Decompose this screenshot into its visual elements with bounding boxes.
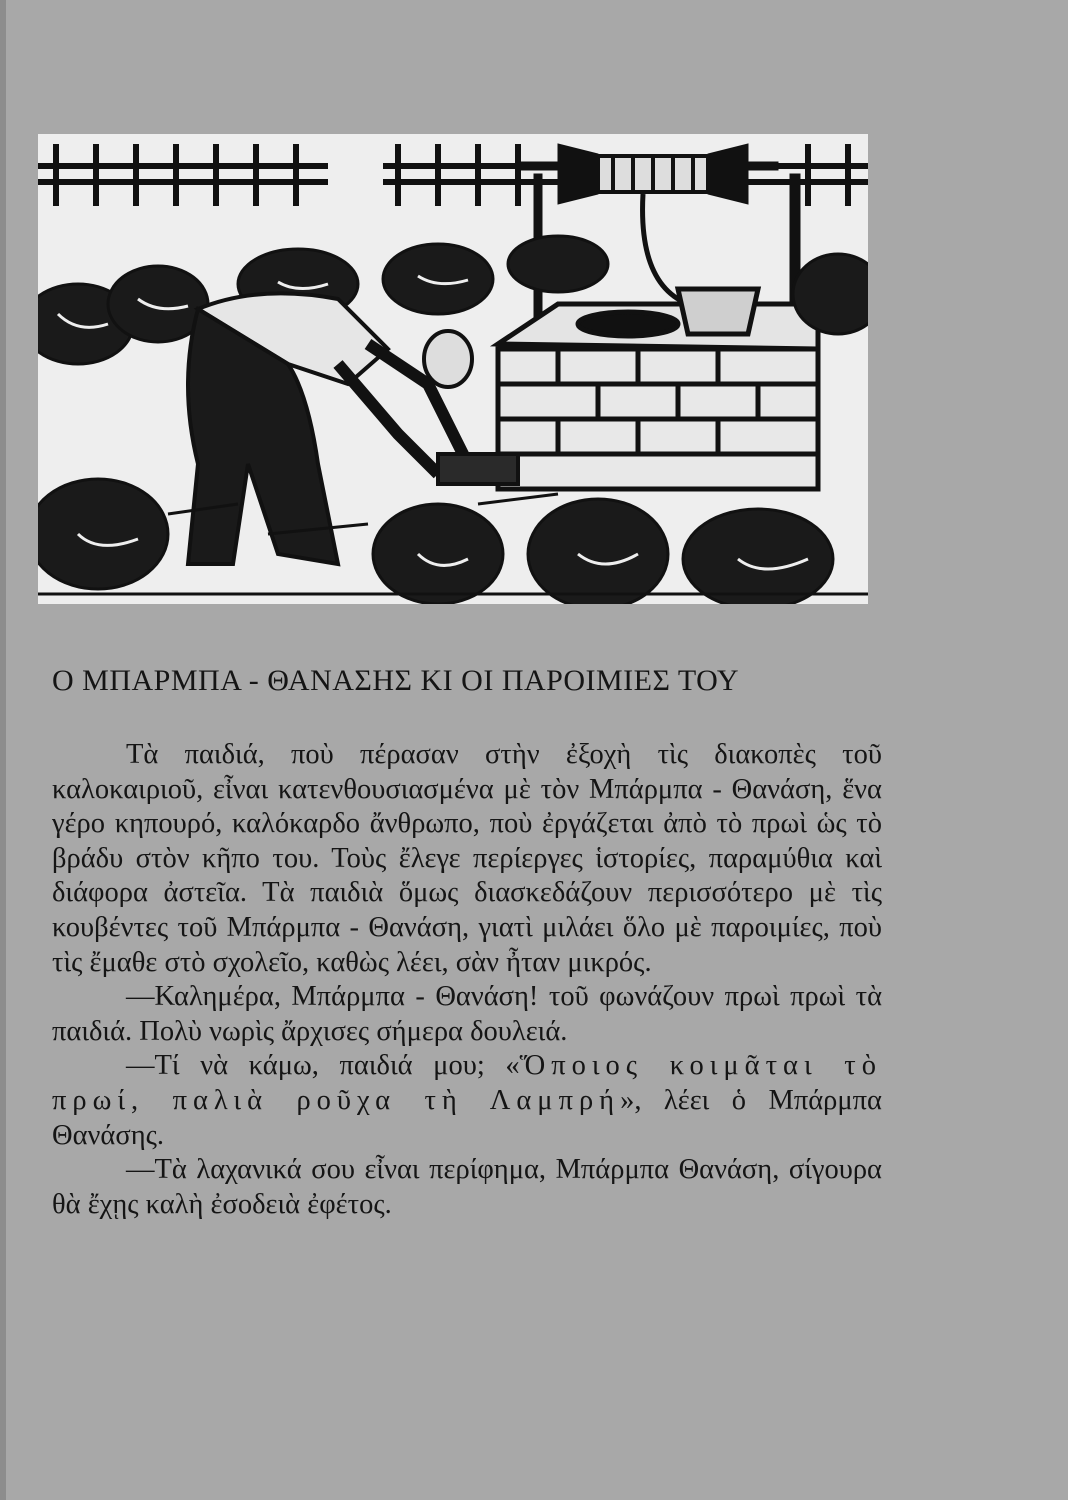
dialogue-lead: —Τί νὰ κάμω, παιδιά μου; « (126, 1050, 520, 1082)
woodcut-gardener-at-well-icon (38, 134, 868, 604)
well (498, 289, 818, 489)
story-text (52, 738, 882, 1222)
paragraph: Τὰ παιδιά, ποὺ πέρασαν στὴν ἐξοχὴ τὶς διακοπὲς τοῦ καλοκαιριοῦ, εἶναι κατενθουσιασμένα μὲ τὸν Μπάρμπα - Θανάση, ἕνα γέρο κηπουρό, καλόκαρδο ἄνθρωπο, ποὺ ἐργάζεται ἀπὸ τὸ πρωὶ ὡς τὸ βράδυ στὸν κῆπο του. Τοὺς ἔλεγε περίεργες ἱστορίες, παραμύθια καὶ διάφορα ἀστεῖα. Τὰ παιδιὰ ὅμως διασκεδάζουν περισσότερο μὲ τὶς κουβέντες τοῦ Μπάρμπα - Θανάση, γιατὶ μιλάει ὅλο μὲ παροιμίες, ποὺ τὶς ἔμαθε στὸ σχολεῖο, καθὼς λέει, σὰν ἦταν μικρός. (52, 739, 882, 978)
woodcut-illustration (38, 134, 868, 604)
paragraph: —Τὰ λαχανικά σου εἶναι περίφημα, Μπάρμπα Θανάση, σίγουρα θὰ ἔχῃς καλὴ ἐσοδειὰ ἐφέτος. (52, 1154, 882, 1220)
dialogue-paragraph (52, 1049, 882, 1153)
dialogue-tail: », λέει ὁ Μπάρμπα Θανάσης. (52, 1084, 882, 1151)
paragraph: —Καλημέρα, Μπάρμπα - Θανάση! τοῦ φωνάζουν πρωὶ πρωὶ τὰ παιδιά. Πολὺ νωρὶς ἄρχισες σήμερα δουλειά. (52, 981, 882, 1047)
proverb: Ὅποιος κοιμᾶται τὸ πρωί, παλιὰ ροῦχα τὴ Λαμπρή (52, 1050, 882, 1116)
page-title: Ο ΜΠΑΡΜΠΑ - ΘΑΝΑΣΗΣ ΚΙ ΟΙ ΠΑΡΟΙΜΙΕΣ ΤΟΥ (52, 664, 740, 697)
